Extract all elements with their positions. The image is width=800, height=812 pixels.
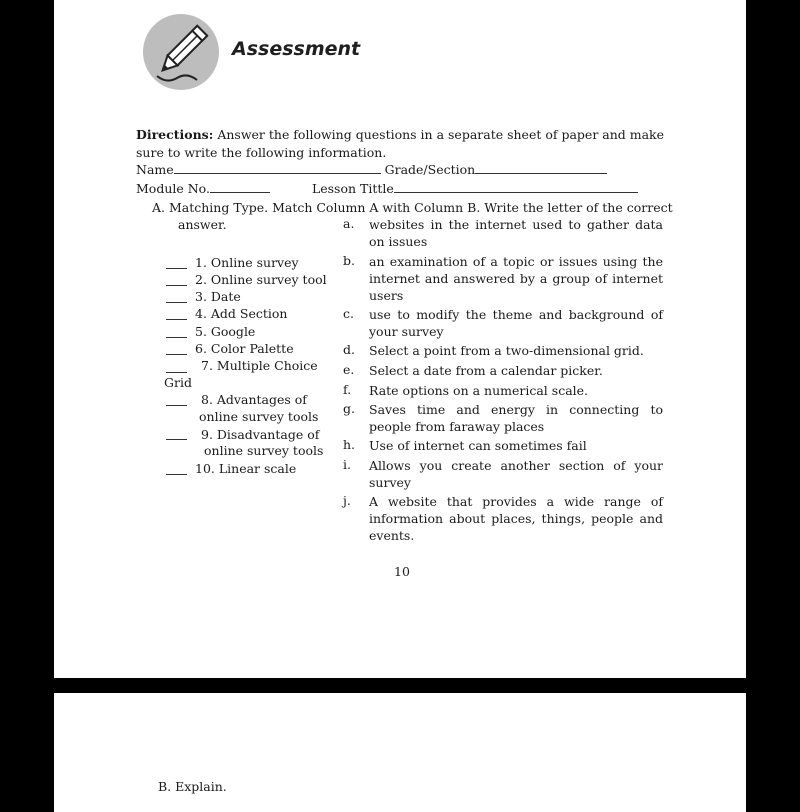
column-a-item-7-cont: Grid: [164, 375, 192, 390]
column-a-item-10: 10. Linear scale: [195, 461, 297, 476]
section-a-instruction-cont: answer.: [178, 217, 227, 232]
answer-blank-9: [166, 438, 187, 440]
column-b-letter-j: j.: [343, 493, 351, 508]
pencil-icon: [143, 14, 219, 90]
column-b-item-d: Select a point from a two-dimensional grid.: [369, 343, 644, 358]
answer-blank-4: [166, 318, 187, 320]
column-b-item-j: A website that provides a wide range of information about places, things, people and events.: [369, 494, 663, 543]
directions-line-2: sure to write the following information.: [136, 145, 387, 160]
directions-label: Directions:: [136, 127, 214, 142]
column-b-item-f: Rate options on a numerical scale.: [369, 383, 589, 398]
column-a-item-2: 2. Online survey tool: [195, 272, 327, 287]
directions-text: Answer the following questions in a separate sheet of paper and make: [217, 127, 665, 142]
column-b-item-c: use to modify the theme and background of your survey: [369, 307, 663, 339]
column-b-item-a: websites in the internet used to gather data on issues: [369, 217, 663, 249]
column-b-letter-b: b.: [343, 253, 355, 268]
column-b-item-i: Allows you create another section of your survey: [369, 458, 663, 490]
module-lesson-line: [136, 181, 638, 197]
module-label: Module No.: [136, 181, 210, 196]
answer-blank-1: [166, 267, 187, 269]
column-a-item-7: 7. Multiple Choice: [201, 358, 318, 373]
module-blank: [210, 181, 270, 193]
column-b-letter-e: e.: [343, 362, 355, 377]
column-a-item-3: 3. Date: [195, 289, 241, 304]
section-a-instruction: A. Matching Type. Match Column A with Column B. Write the letter of the correct: [152, 200, 673, 215]
section-b-heading: B. Explain.: [158, 779, 227, 794]
column-b-letter-g: g.: [343, 401, 355, 416]
column-b-item-h: Use of internet can sometimes fail: [369, 438, 587, 453]
column-a-item-4: 4. Add Section: [195, 306, 288, 321]
column-a-item-8-cont: online survey tools: [199, 409, 319, 424]
answer-blank-6: [166, 353, 187, 355]
name-blank: [174, 162, 381, 174]
page-number: 10: [394, 564, 410, 579]
column-b-letter-f: f.: [343, 382, 352, 397]
answer-blank-2: [166, 284, 187, 286]
column-b-letter-d: d.: [343, 342, 355, 357]
lesson-blank: [394, 181, 638, 193]
document-page-1: [54, 0, 746, 678]
column-a-item-9: 9. Disadvantage of: [201, 427, 320, 442]
column-a-item-8: 8. Advantages of: [201, 392, 307, 407]
column-b-letter-a: a.: [343, 216, 355, 231]
column-a-item-5: 5. Google: [195, 324, 256, 339]
directions-line-1: [136, 127, 664, 143]
answer-blank-10: [166, 473, 187, 475]
column-a-item-9-cont: online survey tools: [204, 443, 324, 458]
name-label: Name: [136, 162, 174, 177]
column-b-item-g: Saves time and energy in connecting to people from faraway places: [369, 402, 663, 434]
column-b-letter-h: h.: [343, 437, 356, 452]
answer-blank-8: [166, 404, 187, 406]
grade-blank: [475, 162, 607, 174]
page-title: Assessment: [232, 38, 361, 60]
grade-label: Grade/Section: [384, 162, 476, 177]
answer-blank-7: [166, 371, 187, 373]
column-a-item-1: 1. Online survey: [195, 255, 299, 270]
lesson-label: Lesson Tittle: [311, 181, 394, 196]
column-b-item-b: an examination of a topic or issues using the internet and answered by a group of internet users: [369, 254, 663, 303]
answer-blank-3: [166, 301, 187, 303]
column-a-item-6: 6. Color Palette: [195, 341, 294, 356]
column-b-letter-i: i.: [343, 457, 351, 472]
name-grade-line: [136, 162, 607, 178]
document-page-2: [54, 693, 746, 812]
answer-blank-5: [166, 336, 187, 338]
column-b-item-e: Select a date from a calendar picker.: [369, 363, 603, 378]
column-b-letter-c: c.: [343, 306, 354, 321]
